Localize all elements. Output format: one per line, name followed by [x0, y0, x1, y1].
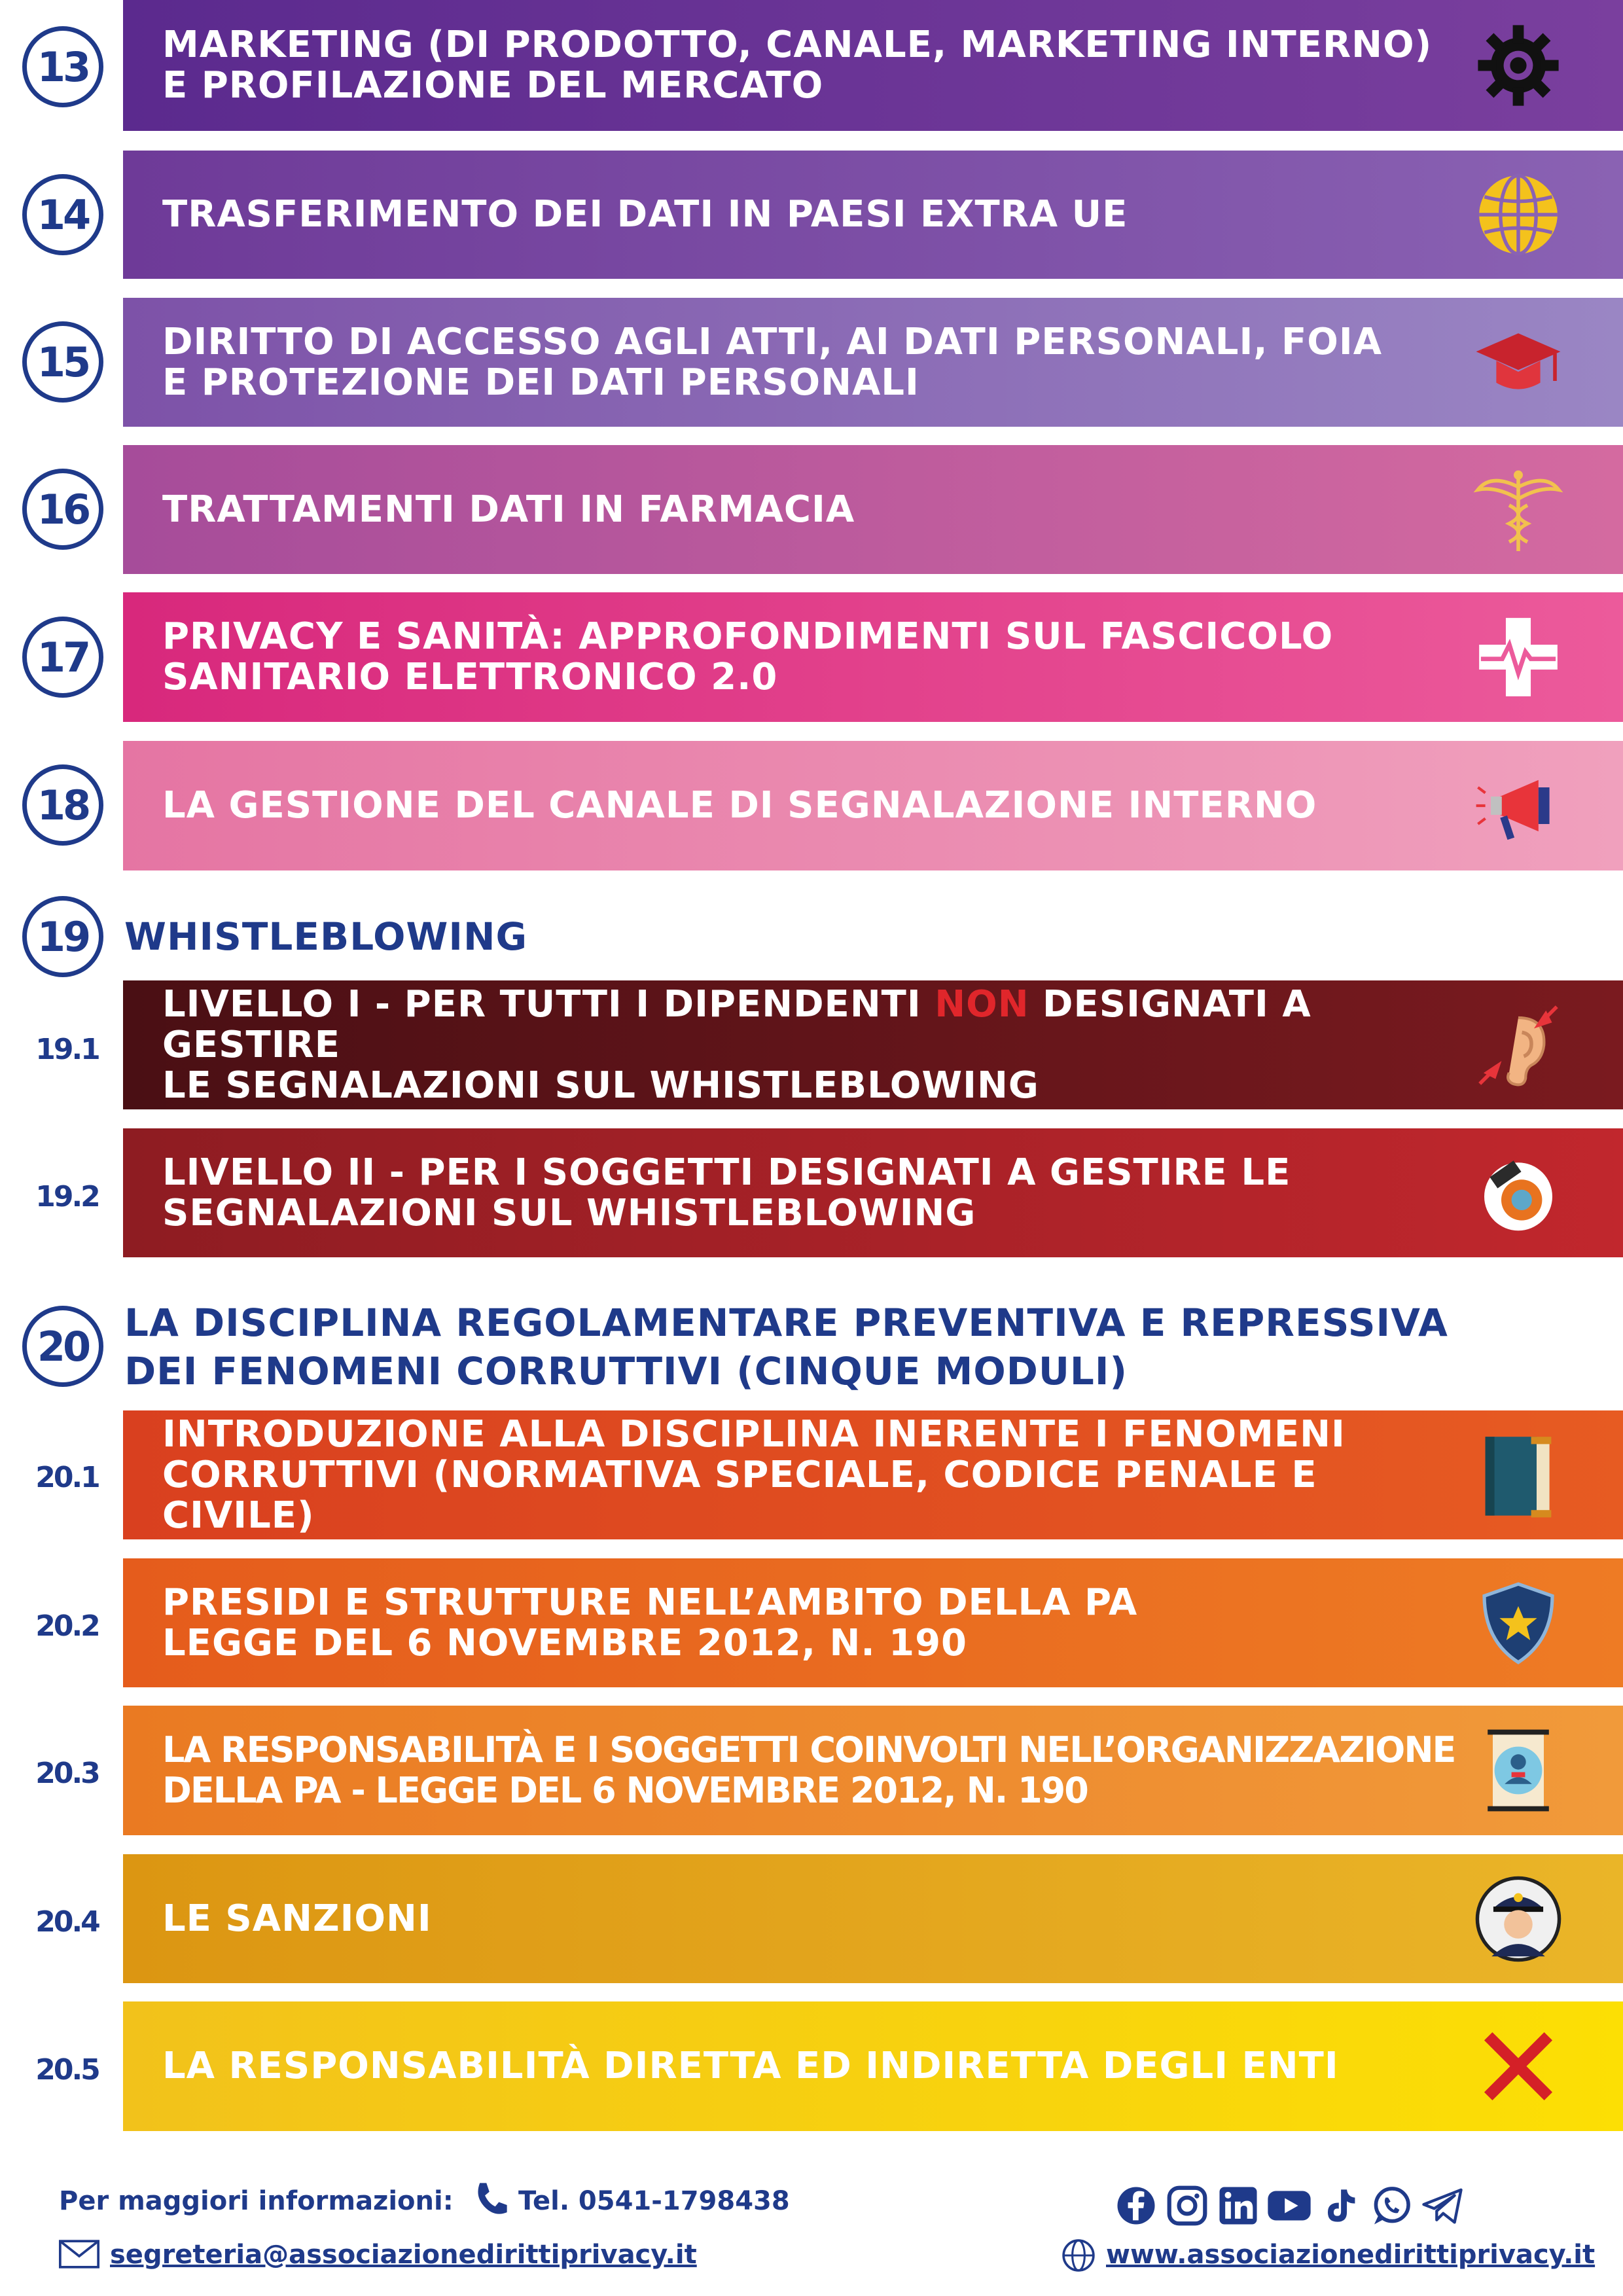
whistle-icon [1472, 1147, 1564, 1239]
topic-label: TRASFERIMENTO DEI DATI IN PAESI EXTRA UE [162, 193, 1128, 236]
topic-band[interactable] [123, 298, 1623, 427]
sub-number: 19.1 [35, 1033, 99, 1066]
topic-band[interactable] [123, 1706, 1623, 1835]
book-icon [1472, 1429, 1564, 1521]
police-officer-icon [1472, 1873, 1564, 1965]
topic-band[interactable] [123, 1558, 1623, 1687]
gear-icon [1472, 20, 1564, 111]
topic-band[interactable] [123, 1854, 1623, 1983]
graduation-cap-icon [1472, 317, 1564, 408]
number-badge: 16 [22, 469, 103, 550]
person-scroll-icon [1472, 1725, 1564, 1816]
medical-cross-icon [1472, 611, 1564, 703]
sub-number: 19.2 [35, 1180, 99, 1213]
topic-band[interactable] [123, 2001, 1623, 2131]
website-link[interactable]: www.associazionedirittiprivacy.it [1106, 2240, 1596, 2270]
instagram-icon[interactable] [1165, 2183, 1209, 2228]
megaphone-icon [1472, 760, 1564, 852]
phone-link[interactable]: Tel. 0541-1798438 [518, 2186, 790, 2216]
number-badge: 13 [22, 26, 103, 107]
ear-icon [1472, 999, 1564, 1091]
sub-number: 20.3 [35, 1757, 99, 1790]
topic-band[interactable] [123, 445, 1623, 574]
red-x-icon [1472, 2020, 1564, 2112]
section-heading: LA DISCIPLINA REGOLAMENTARE PREVENTIVA E REPRESSIVA DEI FENOMENI CORRUTTIVI (CINQUE MODULI) [124, 1300, 1448, 1393]
number-badge: 17 [22, 617, 103, 698]
emphasis-non: NON [935, 982, 1029, 1026]
sub-number: 20.2 [35, 1609, 99, 1643]
topic-band[interactable] [123, 741, 1623, 870]
facebook-icon[interactable] [1114, 2183, 1158, 2228]
email-link[interactable]: segreteria@associazionedirittiprivacy.it [110, 2240, 697, 2270]
phone-icon [473, 2179, 509, 2221]
telegram-icon[interactable] [1420, 2183, 1465, 2228]
topic-label: LIVELLO I - PER TUTTI I DIPENDENTI NON DESIGNATI A GESTIRE LE SEGNALAZIONI SUL WHISTLEBLOWING [162, 982, 1311, 1107]
police-shield-icon [1472, 1577, 1564, 1669]
sub-number: 20.5 [35, 2053, 99, 2087]
topic-label: MARKETING (DI PRODOTTO, CANALE, MARKETING INTERNO) E PROFILAZIONE DEL MERCATO [162, 24, 1433, 107]
number-badge: 19 [22, 896, 103, 977]
topic-label: LA RESPONSABILITÀ E I SOGGETTI COINVOLTI NELL’ORGANIZZAZIONE DELLA PA - LEGGE DEL 6 NOVEMBRE 2012, N. 190 [162, 1729, 1455, 1811]
topic-label: LA GESTIONE DEL CANALE DI SEGNALAZIONE INTERNO [162, 784, 1317, 827]
number-badge: 20 [22, 1306, 103, 1387]
youtube-icon[interactable] [1267, 2183, 1311, 2228]
topic-label: LA RESPONSABILITÀ DIRETTA ED INDIRETTA DEGLI ENTI [162, 2045, 1339, 2087]
globe-web-icon [1061, 2238, 1096, 2275]
info-label: Per maggiori informazioni: [59, 2186, 454, 2216]
whatsapp-icon[interactable] [1369, 2183, 1414, 2228]
sub-number: 20.1 [35, 1461, 99, 1494]
topic-label: LE SANZIONI [162, 1897, 432, 1940]
topic-label: PRESIDI E STRUTTURE NELL’AMBITO DELLA PA LEGGE DEL 6 NOVEMBRE 2012, N. 190 [162, 1581, 1138, 1664]
number-badge: 18 [22, 764, 103, 846]
linkedin-icon[interactable] [1216, 2183, 1260, 2228]
sub-number: 20.4 [35, 1905, 99, 1939]
topic-label: INTRODUZIONE ALLA DISCIPLINA INERENTE I FENOMENI CORRUTTIVI (NORMATIVA SPECIALE, CODICE PENALE E CIVILE) [162, 1412, 1346, 1537]
topic-label: PRIVACY E SANITÀ: APPROFONDIMENTI SUL FASCICOLO SANITARIO ELETTRONICO 2.0 [162, 615, 1334, 698]
social-icons [1114, 2183, 1465, 2228]
topic-band[interactable] [123, 1410, 1623, 1539]
topic-band[interactable] [123, 980, 1623, 1109]
globe-icon [1472, 169, 1564, 260]
topic-band[interactable] [123, 151, 1623, 279]
number-badge: 15 [22, 321, 103, 403]
topic-band[interactable] [123, 0, 1623, 131]
topic-label: TRATTAMENTI DATI IN FARMACIA [162, 488, 855, 531]
section-heading: WHISTLEBLOWING [124, 914, 528, 959]
number-badge: 14 [22, 174, 103, 255]
topic-band[interactable] [123, 1128, 1623, 1257]
topic-band[interactable] [123, 592, 1623, 722]
caduceus-icon [1472, 464, 1564, 556]
tiktok-icon[interactable] [1318, 2183, 1363, 2228]
topic-label: LIVELLO II - PER I SOGGETTI DESIGNATI A GESTIRE LE SEGNALAZIONI SUL WHISTLEBLOWING [162, 1151, 1291, 1234]
topic-label: DIRITTO DI ACCESSO AGLI ATTI, AI DATI PERSONALI, FOIA E PROTEZIONE DEI DATI PERSONALI [162, 320, 1383, 404]
email-icon [59, 2240, 99, 2271]
